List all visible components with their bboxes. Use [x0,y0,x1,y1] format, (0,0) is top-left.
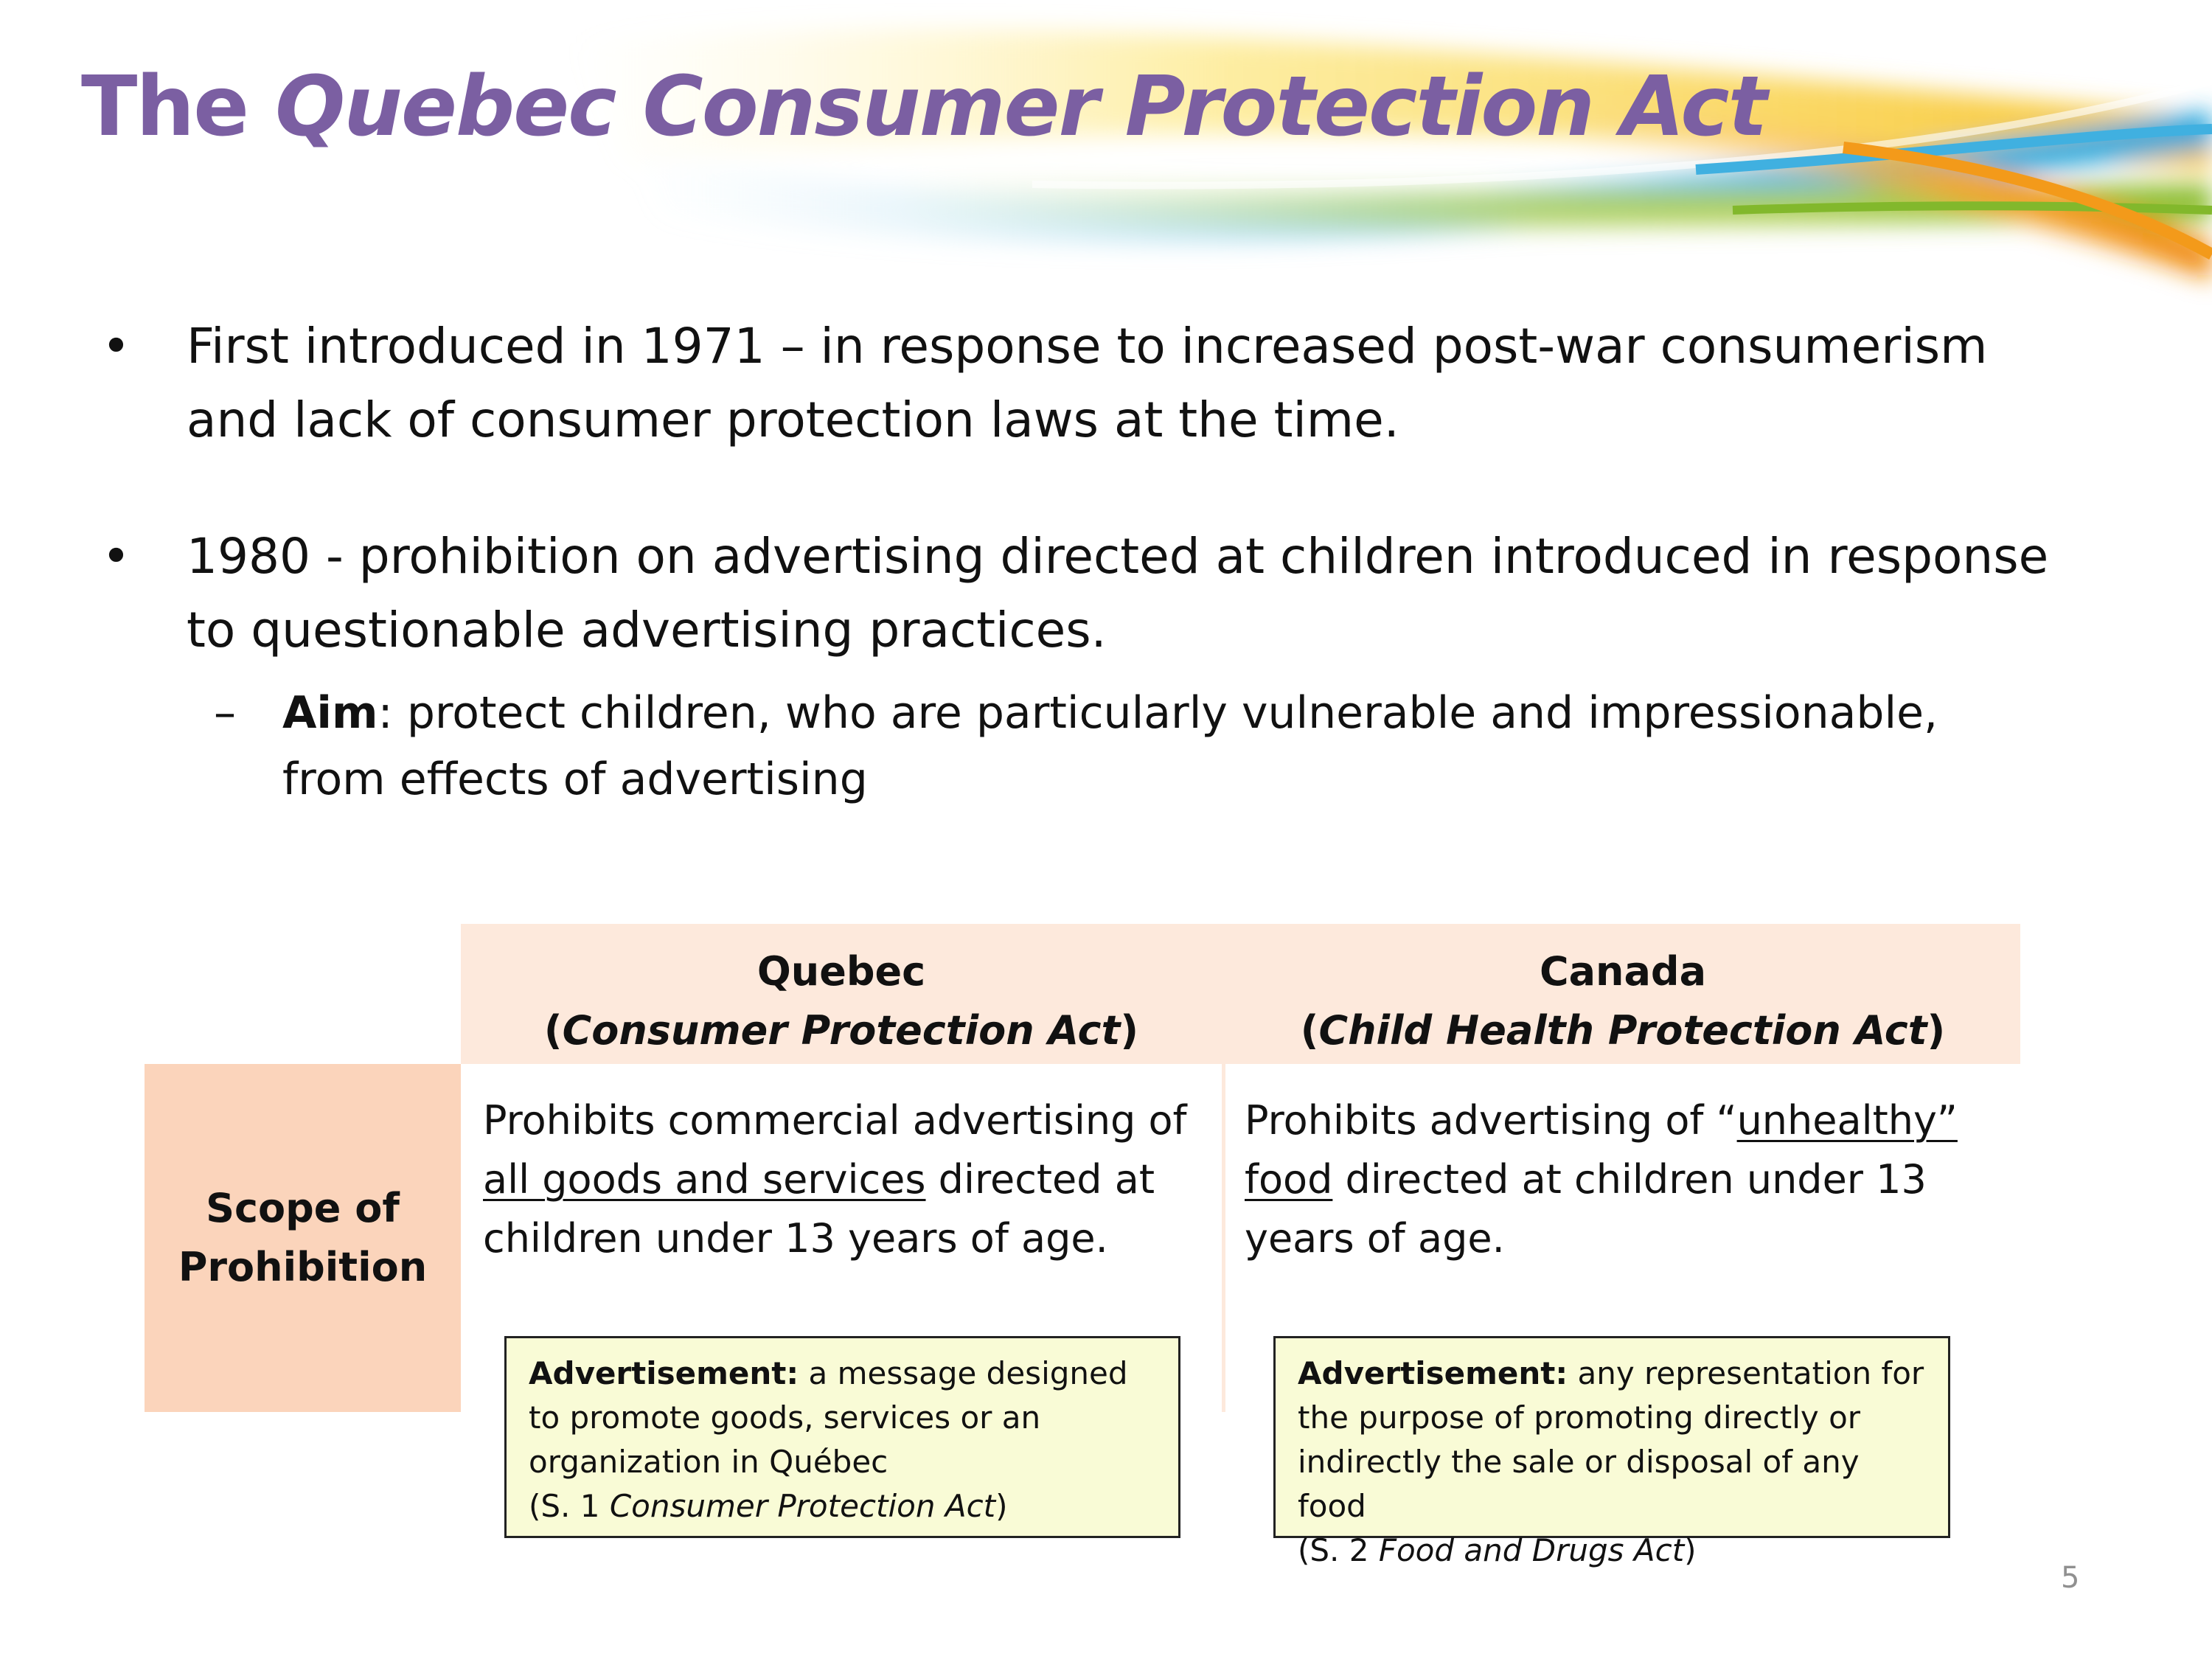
aim-label: Aim [282,687,378,739]
row-header-scope [145,1064,461,1412]
cell-text: Prohibits commercial advertising of [483,1097,1187,1144]
column-act [1225,1001,2020,1060]
cell-quebec-scope [483,1091,1220,1268]
bullet-marker: • [102,318,131,375]
act-name: Child Health Protection Act [1318,1007,1927,1054]
paren-open: ( [543,1007,563,1054]
cell-text-underlined: all goods and services [483,1156,926,1203]
cell-text-underlined: unhealthy” food [1245,1097,1958,1203]
act-name: Consumer Protection Act [562,1007,1121,1054]
definition-ref-act: Consumer Protection Act [609,1488,996,1524]
definition-ref-open: (S. 2 [1298,1532,1379,1568]
title-act-name: Quebec Consumer Protection Act [275,59,1767,155]
cell-text: Prohibits advertising of “ [1245,1097,1737,1144]
cell-text: directed at children under 13 years of age. [483,1156,1155,1262]
definition-term: Advertisement: [1298,1355,1568,1391]
definition-ref-close: ) [1684,1532,1697,1568]
decorative-ribbon-graphic [0,0,2212,310]
paren-close: ) [1927,1007,1946,1054]
sub-bullet-text [282,680,2052,813]
column-name: Canada [1539,948,1707,995]
paren-close: ) [1120,1007,1139,1054]
column-act [461,1001,1222,1060]
definition-ref-close: ) [995,1488,1008,1524]
aim-text: : protect children, who are particularly vulnerable and impressionable, from effects of advertising [282,687,1938,805]
row-header-line: Prohibition [178,1244,428,1290]
definition-ref-act: Food and Drugs Act [1378,1532,1685,1568]
definition-term: Advertisement: [529,1355,799,1391]
row-header-line: Scope of [206,1185,400,1231]
column-divider [1222,924,1225,1412]
title-prefix: The [81,59,276,155]
definition-ref-open: (S. 1 [529,1488,610,1524]
cell-text: directed at children under 13 years of age. [1245,1156,1927,1262]
page-number: 5 [2061,1561,2080,1595]
definition-text: any representation for the purpose of promoting directly or indirectly the sale or disposal of any food [1298,1355,1924,1524]
column-header-canada [1225,924,2020,1064]
slide-title [81,59,1766,155]
bullet-marker: • [102,528,131,585]
definition-box-canada [1273,1336,1950,1568]
column-name: Quebec [757,948,926,995]
cell-canada-scope [1245,1091,2011,1268]
sub-bullet-marker: – [214,687,236,739]
row-header-text [178,1179,427,1297]
definition-box-quebec [504,1336,1180,1538]
column-header-quebec [461,924,1222,1064]
bullet-text: 1980 - prohibition on advertising directed at children introduced in response to questionable advertising practices. [187,528,2049,658]
definition-text: a message designed to promote goods, services or an organization in Québec [529,1355,1128,1480]
bullet-text: First introduced in 1971 – in response to increased post-war consumerism and lack of consumer protection laws at the time. [187,318,1988,448]
paren-open: ( [1300,1007,1319,1054]
